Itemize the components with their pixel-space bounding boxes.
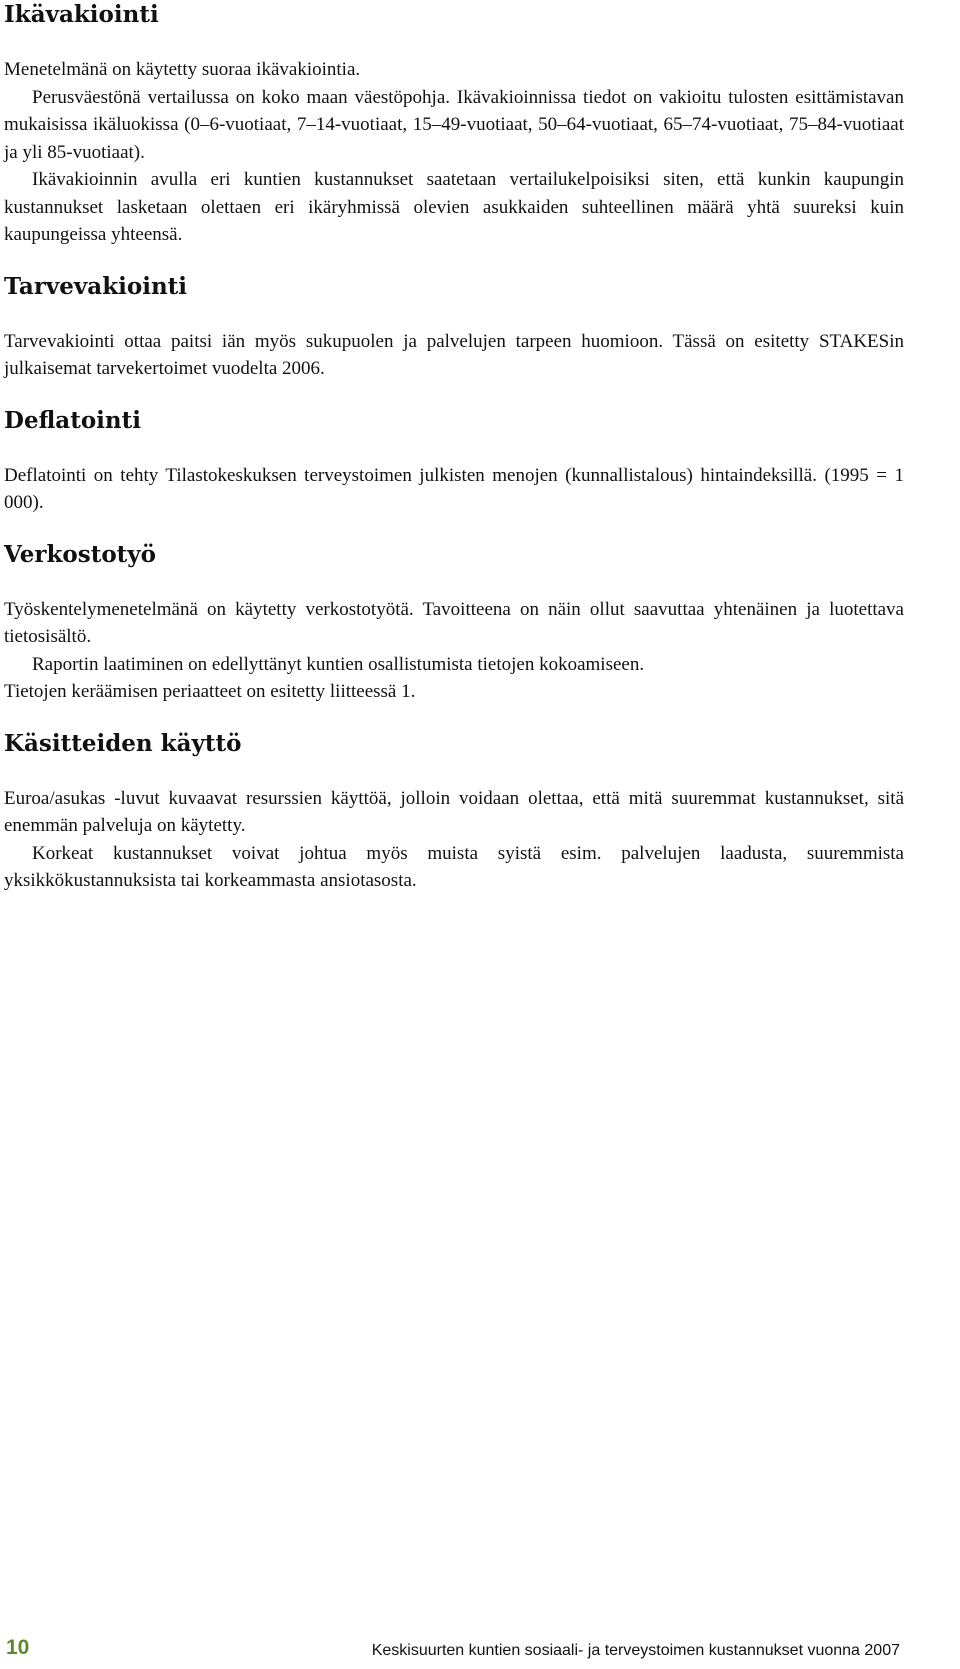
paragraph: Tietojen keräämisen periaatteet on esitetty liitteessä 1. [4, 681, 416, 702]
section-heading-deflatointi: Deflatointi [4, 406, 141, 434]
paragraph: Deflatointi on tehty Tilastokeskuksen terveystoimen julkisten menojen (kunnallistalous) hintaindeksillä. (1995 = 1 000). [4, 464, 904, 513]
paragraph: Korkeat kustannukset voivat johtua myös muista syistä esim. palvelujen laadusta, suuremmista yksikkökustannuksista tai korkeammasta ansiotasosta. [4, 842, 904, 891]
section-heading-tarvevakiointi: Tarvevakiointi [4, 272, 188, 300]
paragraph: Ikävakioinnin avulla eri kuntien kustannukset saatetaan vertailukelpoisiksi siten, että kunkin kaupungin kustannukset lasketaan olettaen eri ikäryhmissä olevien asukkaiden suhteellinen määrä yhtä suureksi kuin kaupungeissa yhteensä. [4, 169, 904, 245]
paragraph: Perusväestönä vertailussa on koko maan väestöpohja. Ikävakioinnissa tiedot on vakioitu tulosten esittämistavan mukaisissa ikäluokissa (0–6-vuotiaat, 7–14-vuotiaat, 15–49-vuotiaat, 50–64-vuotiaat, 65–74-vuotiaat, 75–84-vuotiaat ja yli 85-vuotiaat). [4, 86, 904, 163]
paragraph: Raportin laatiminen on edellyttänyt kuntien osallistumista tietojen kokoamiseen. [32, 653, 645, 675]
document-body [4, 0, 904, 895]
section-heading-verkostotyo: Verkostotyö [4, 540, 157, 568]
section-heading-kasitteiden-kaytto: Käsitteiden käyttö [4, 729, 242, 757]
section-heading-ikavakiointi: Ikävakiointi [4, 1, 159, 28]
running-title: Keskisuurten kuntien sosiaali- ja terveystoimen kustannukset vuonna 2007 [371, 1642, 900, 1659]
page-footer [0, 1636, 960, 1666]
paragraph: Menetelmänä on käytetty suoraa ikävakiointia. [4, 59, 361, 80]
paragraph: Työskentelymenetelmänä on käytetty verkostotyötä. Tavoitteena on näin ollut saavuttaa yhtenäinen ja luotettava tietosisältö. [4, 598, 904, 647]
paragraph: Tarvevakiointi ottaa paitsi iän myös sukupuolen ja palvelujen tarpeen huomioon. Tässä on esitetty STAKESin julkaisemat tarvekertoimet vuodelta 2006. [4, 330, 904, 379]
page-number: 10 [6, 1636, 30, 1659]
paragraph: Euroa/asukas -luvut kuvaavat resurssien käyttöä, jolloin voidaan olettaa, että mitä suuremmat kustannukset, sitä enemmän palveluja on käytetty. [4, 787, 904, 836]
